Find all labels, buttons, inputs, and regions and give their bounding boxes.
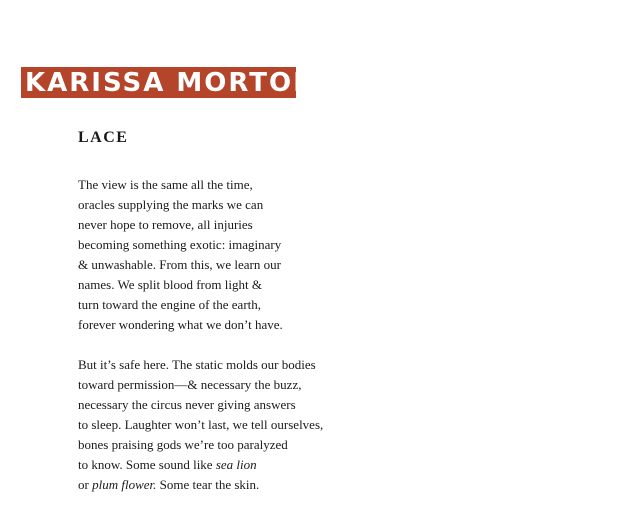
stanza-2 [78,355,598,495]
poem-line: becoming something exotic: imaginary [78,237,282,252]
poem-line: But it’s safe here. The static molds our bodies [78,357,316,372]
poem-line: turn toward the engine of the earth, [78,297,262,312]
poem-line: oracles supplying the marks we can [78,197,264,212]
poem-line: never hope to remove, all injuries [78,217,253,232]
poem-line-text: or [78,477,93,492]
poem-line: necessary the circus never giving answers [78,397,296,412]
poem-line: bones praising gods we’re too paralyzed [78,437,288,452]
poem-line: to sleep. Laughter won’t last, we tell ourselves, [78,417,324,432]
poem-title: LACE [78,129,129,146]
author-name: KARISSA MORTON [25,67,317,98]
poem-line: toward permission—& necessary the buzz, [78,377,302,392]
poem-line: & unwashable. From this, we learn our [78,257,281,272]
poem-line: forever wondering what we don’t have. [78,317,283,332]
poem-italic-phrase: plum flower. [92,477,157,492]
poem-line-mixed [78,455,598,475]
poem-line-text: Some tear the skin. [159,477,260,492]
poem-line: The view is the same all the time, [78,177,253,192]
author-banner [21,67,317,98]
stanza-1 [78,175,598,335]
poem-line: names. We split blood from light & [78,277,262,292]
poem-line-text: to know. Some sound like [78,457,216,472]
poem-line-mixed [78,475,598,495]
poem-italic-phrase: sea lion [215,457,257,472]
poem-body [78,175,598,515]
